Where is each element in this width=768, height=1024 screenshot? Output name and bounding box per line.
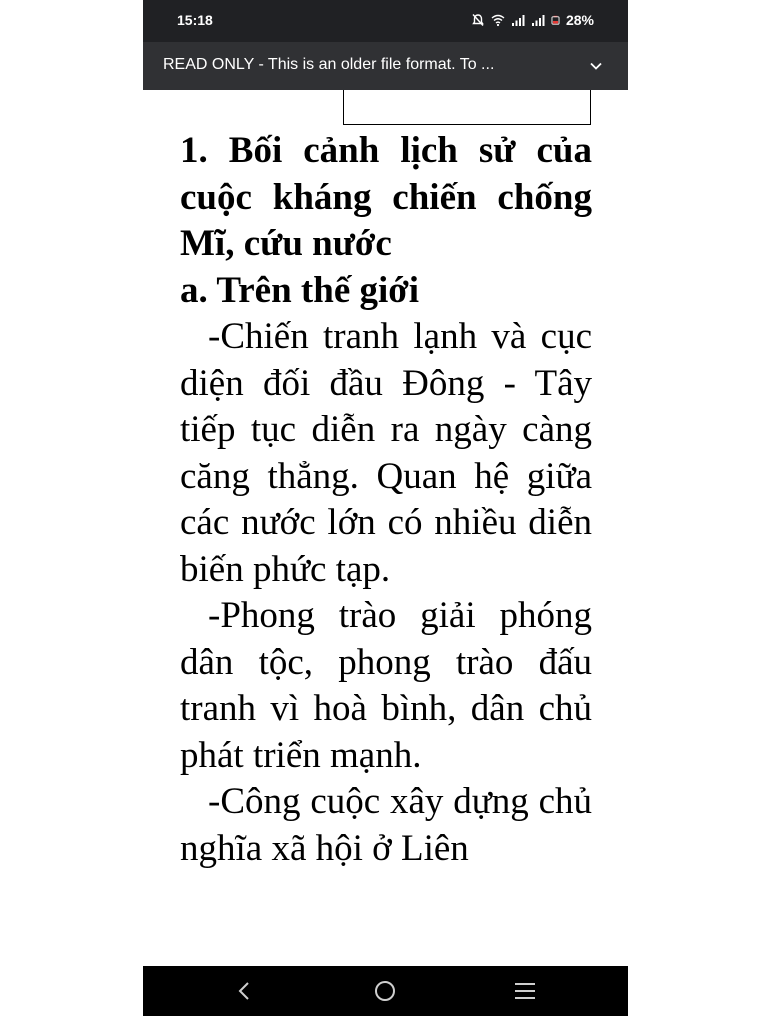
signal-icon	[511, 13, 525, 27]
recents-icon[interactable]	[512, 978, 538, 1004]
back-icon[interactable]	[232, 978, 258, 1004]
phone-screen	[143, 0, 628, 1016]
paragraph: -Công cuộc xây dựng chủ nghĩa xã hội ở Liên	[180, 781, 592, 869]
heading-section-1: 1. Bối cảnh lịch sử của cuộc kháng chiến chống Mĩ, cứu nước	[180, 130, 592, 264]
document-content	[180, 128, 592, 872]
status-icons	[471, 12, 594, 28]
chevron-down-icon[interactable]	[588, 58, 604, 74]
paragraph: -Chiến tranh lạnh và cục diện đối đầu Đông - Tây tiếp tục diễn ra ngày càng căng thẳng. Quan hệ giữa các nước lớn có nhiều diễn biến phức tạp.	[180, 316, 592, 590]
signal-icon-2	[531, 13, 545, 27]
mute-icon	[471, 13, 485, 27]
paragraph: -Phong trào giải phóng dân tộc, phong trào đấu tranh vì hoà bình, dân chủ phát triển mạnh.	[180, 595, 592, 776]
home-icon[interactable]	[372, 978, 398, 1004]
table-cell-border	[343, 90, 591, 125]
heading-subsection-a: a. Trên thế giới	[180, 269, 420, 311]
document-view[interactable]	[143, 90, 628, 966]
read-only-banner[interactable]	[143, 42, 628, 90]
battery-percent: 28%	[565, 12, 594, 28]
navigation-bar	[143, 966, 628, 1016]
battery-icon	[551, 13, 560, 27]
status-bar	[143, 0, 628, 42]
wifi-icon	[491, 13, 505, 27]
banner-text: READ ONLY - This is an older file format. To ...	[163, 56, 495, 73]
status-time: 15:18	[177, 12, 213, 28]
